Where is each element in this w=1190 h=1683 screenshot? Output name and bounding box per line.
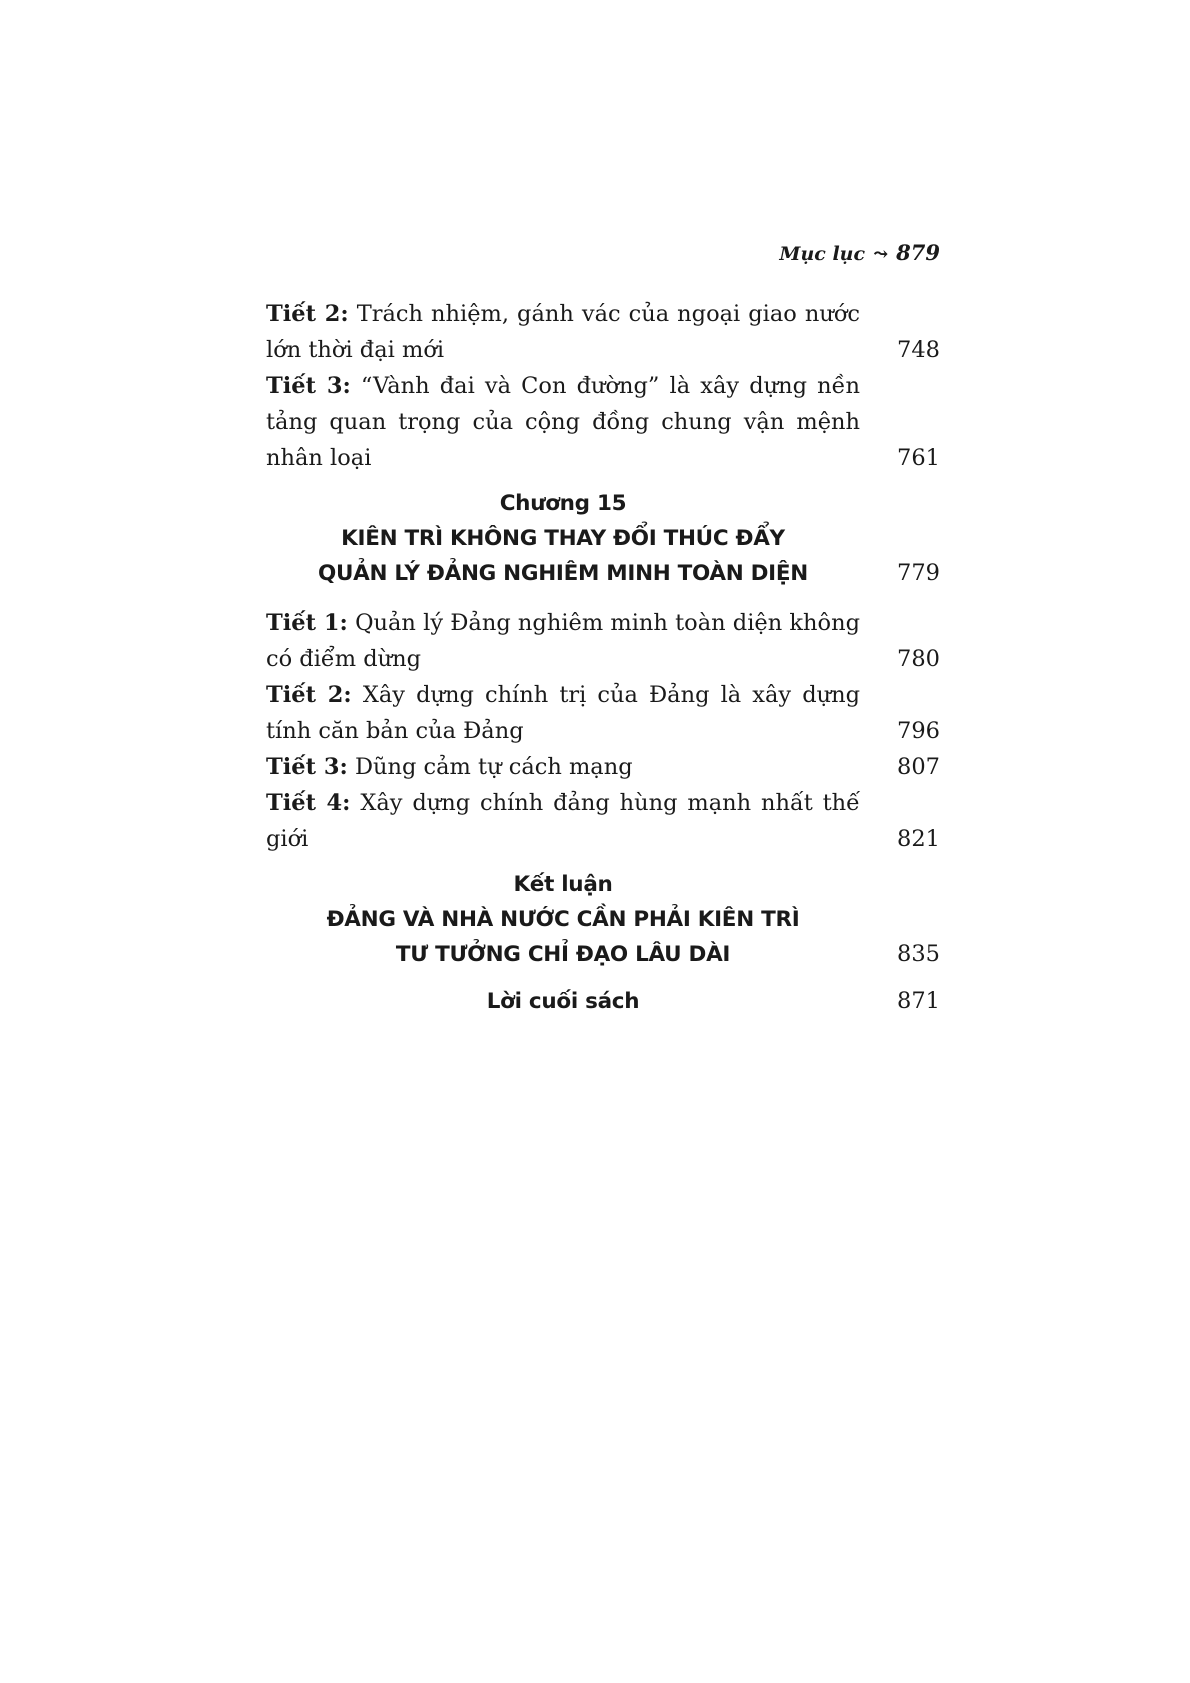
toc-entry-label: Tiết 1: xyxy=(266,610,348,636)
chapter-title-line: QUẢN LÝ ĐẢNG NGHIÊM MINH TOÀN DIỆN xyxy=(318,561,808,586)
conclusion-page: 835 xyxy=(897,941,940,967)
toc-entry-title: “Vành đai và Con đường” là xây dựng nền tảng quan trọng của cộng đồng chung vận mệnh nhân loại xyxy=(266,373,860,471)
conclusion-label: Kết luận xyxy=(513,872,613,897)
toc-entry-label: Tiết 2: xyxy=(266,682,352,708)
toc-entry-label: Tiết 2: xyxy=(266,301,349,327)
toc-entry[interactable] xyxy=(266,605,940,677)
ornament-icon: ⤳ xyxy=(873,244,889,265)
afterword-heading[interactable] xyxy=(266,984,940,1019)
toc-entry[interactable] xyxy=(266,368,940,476)
afterword-label: Lời cuối sách xyxy=(486,989,640,1014)
table-of-contents xyxy=(266,296,940,1019)
toc-entry-page: 761 xyxy=(897,445,940,471)
toc-entry-page: 807 xyxy=(897,754,940,780)
conclusion-title-line: ĐẢNG VÀ NHÀ NƯỚC CẦN PHẢI KIÊN TRÌ xyxy=(326,907,800,932)
conclusion-title-line: TƯ TƯỞNG CHỈ ĐẠO LÂU DÀI xyxy=(395,942,731,967)
toc-entry-title: Dũng cảm tự cách mạng xyxy=(347,754,633,780)
toc-entry-label: Tiết 3: xyxy=(266,373,351,399)
toc-entry[interactable] xyxy=(266,296,940,368)
afterword-page: 871 xyxy=(897,988,940,1014)
chapter-page: 779 xyxy=(897,560,940,586)
toc-entry-page: 780 xyxy=(897,646,940,672)
conclusion-heading[interactable] xyxy=(266,867,940,972)
toc-entry-page: 796 xyxy=(897,718,940,744)
toc-entry-label: Tiết 3: xyxy=(266,754,348,780)
toc-entry-page: 821 xyxy=(897,826,940,852)
running-head-page-number: 879 xyxy=(896,240,940,265)
chapter-title-line: KIÊN TRÌ KHÔNG THAY ĐỔI THÚC ĐẨY xyxy=(341,526,785,551)
toc-entry-title: Xây dựng chính đảng hùng mạnh nhất thế giới xyxy=(266,790,860,852)
toc-entry-page: 748 xyxy=(897,337,940,363)
toc-entry[interactable] xyxy=(266,677,940,749)
toc-entry-title: Quản lý Đảng nghiêm minh toàn diện không có điểm dừng xyxy=(266,610,860,672)
toc-entry-title: Trách nhiệm, gánh vác của ngoại giao nước lớn thời đại mới xyxy=(266,301,860,363)
running-head-title: Mục lục xyxy=(779,243,866,265)
toc-entry-label: Tiết 4: xyxy=(266,790,351,816)
chapter-number: Chương 15 xyxy=(499,491,627,516)
toc-entry-title: Xây dựng chính trị của Đảng là xây dựng tính căn bản của Đảng xyxy=(266,682,860,744)
running-head xyxy=(779,240,940,265)
toc-entry[interactable] xyxy=(266,749,940,785)
chapter-heading[interactable] xyxy=(266,486,940,591)
toc-entry[interactable] xyxy=(266,785,940,857)
